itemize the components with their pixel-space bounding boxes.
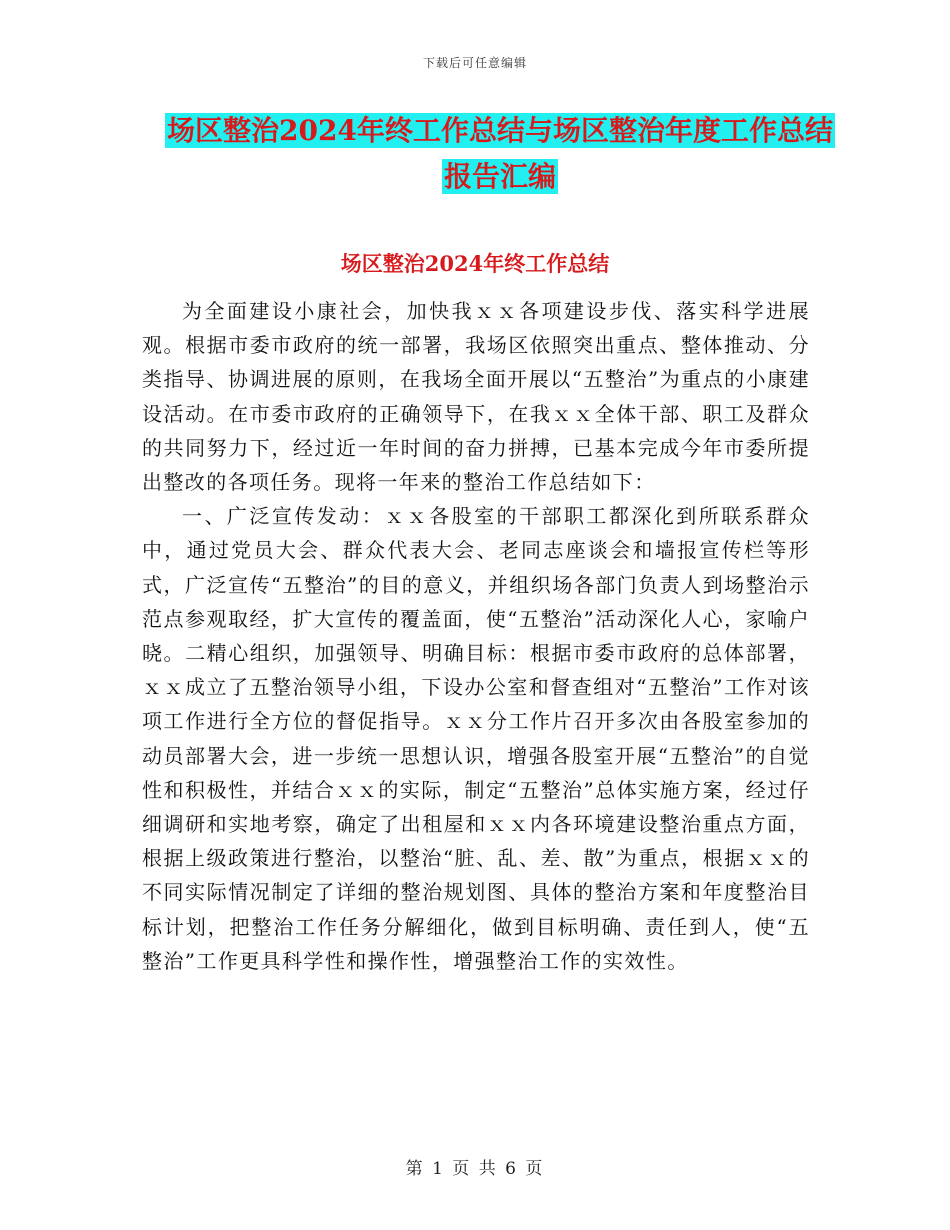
body-paragraph: 为全面建设小康社会，加快我ｘｘ各项建设步伐、落实科学进展观。根据市委市政府的统一部署，我场区依照突出重点、整体推动、分类指导、协调进展的原则，在我场全面开展以“五整治”为重点的小康建设活动。在市委市政府的正确领导下，在我ｘｘ全体干部、职工及群众的共同努力下，经过近一年时间的奋力拼搏，已基本完成今年市委所提出整改的各项任务。现将一年来的整治工作总结如下： <box>142 299 810 495</box>
page-number: 第 1 页 共 6 页 <box>405 1159 545 1179</box>
document-body <box>142 294 810 978</box>
body-paragraph: 一、广泛宣传发动：ｘｘ各股室的干部职工都深化到所联系群众中，通过党员大会、群众代表大会、老同志座谈会和墙报宣传栏等形式，广泛宣传“五整治”的目的意义，并组织场各部门负责人到场整治示范点参观取经，扩大宣传的覆盖面，使“五整治”活动深化人心，家喻户晓。二精心组织，加强领导、明确目标：根据市委市政府的总体部署，ｘｘ成立了五整治领导小组，下设办公室和督查组对“五整治”工作对该项工作进行全方位的督促指导。ｘｘ分工作片召开多次由各股室参加的动员部署大会，进一步统一思想认识，增强各股室开展“五整治”的自觉性和积极性，并结合ｘｘ的实际，制定“五整治”总体实施方案，经过仔细调研和实地考察，确定了出租屋和ｘｘ内各环境建设整治重点方面，根据上级政策进行整治，以整治“脏、乱、差、散”为重点，根据ｘｘ的不同实际情况制定了详细的整治规划图、具体的整治方案和年度整治目标计划，把整治工作任务分解细化，做到目标明确、责任到人，使“五整治”工作更具科学性和操作性，增强整治工作的实效性。 <box>142 504 810 973</box>
section-title: 场区整治2024年终工作总结 <box>340 251 610 276</box>
document-title-line-1: 场区整治2024年终工作总结与场区整治年度工作总结 <box>167 114 833 147</box>
page-header-note: 下载后可任意编辑 <box>422 56 527 70</box>
document-title <box>140 108 860 200</box>
document-title-line-2: 报告汇编 <box>443 160 556 193</box>
